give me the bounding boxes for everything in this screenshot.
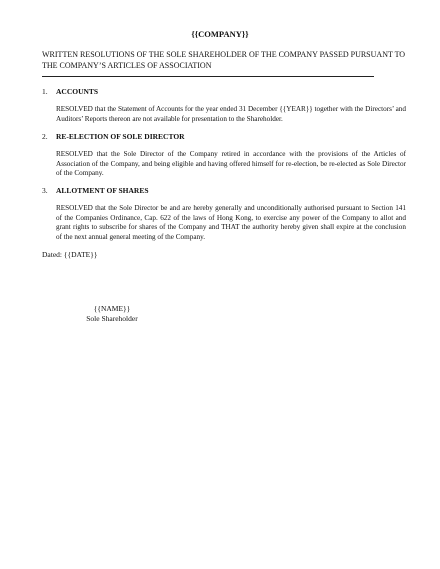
dated-line: Dated: {{DATE}} <box>42 250 98 259</box>
signature-block <box>72 304 152 324</box>
section-2-number: 2. <box>42 132 48 141</box>
section-1-body: RESOLVED that the Statement of Accounts for the year ended 31 December {{YEAR}} together with the Directors’ and Auditors’ Reports thereon are not available for presentation to the Shareholder. <box>56 105 406 123</box>
signature-name: {{NAME}} <box>93 304 131 313</box>
section-1-title: ACCOUNTS <box>56 87 99 96</box>
company-name-placeholder: {{COMPANY}} <box>191 29 249 39</box>
section-3-body: RESOLVED that the Sole Director be and are hereby generally and unconditionally authorised pursuant to Section 141 of the Companies Ordinance, Cap. 622 of the laws of Hong Kong, to exercise any power of the Company to allot and grant rights to subscribe for shares of the Company and THAT the authority hereby given shall expire at the conclusion of the next annual general meeting of the Company. <box>56 204 406 241</box>
section-2-body: RESOLVED that the Sole Director of the Company retired in accordance with the provisions of the Articles of Association of the Company, and being eligible and having offered himself for re-election, be re-elected as Sole Director of the Company. <box>56 150 406 177</box>
section-3-number: 3. <box>42 186 48 195</box>
section-1-number: 1. <box>42 87 48 96</box>
signature-role: Sole Shareholder <box>86 314 138 323</box>
section-3-title: ALLOTMENT OF SHARES <box>56 186 149 195</box>
resolution-preamble: WRITTEN RESOLUTIONS OF THE SOLE SHAREHOLDER OF THE COMPANY PASSED PURSUANT TO THE COMPANY’S ARTICLES OF ASSOCIATION <box>42 50 406 70</box>
section-2-title: RE-ELECTION OF SOLE DIRECTOR <box>56 132 185 141</box>
preamble-divider <box>42 76 374 77</box>
